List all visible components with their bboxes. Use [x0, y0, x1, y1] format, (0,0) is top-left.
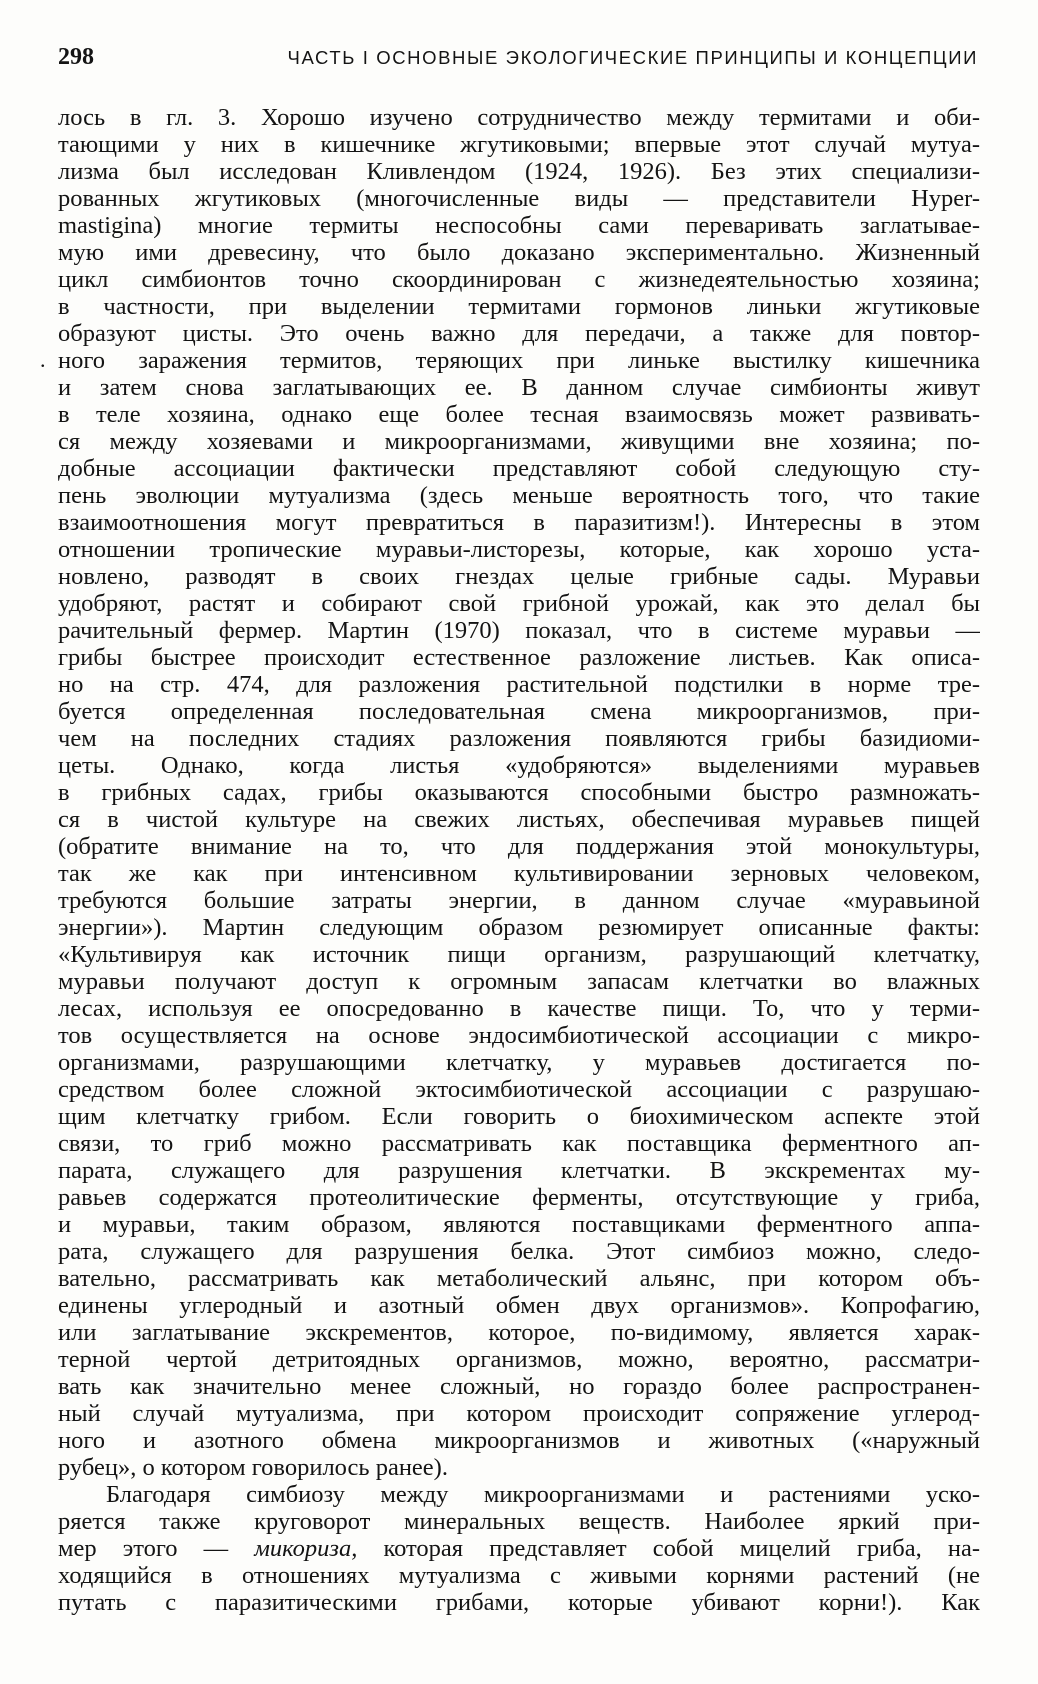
text-line: новлено, разводят в своих гнездах целые грибные сады. Муравьи — [58, 563, 980, 590]
text-line: и затем снова заглатывающих ее. В данном случае симбионты живут — [58, 374, 980, 401]
text-line: так же как при интенсивном культивировании зерновых человеком, — [58, 860, 980, 887]
paragraph-1 — [58, 104, 980, 1481]
text-line: цеты. Однако, когда листья «удобряются» выделениями муравьев — [58, 752, 980, 779]
text-line: «Культивируя как источник пищи организм, разрушающий клетчатку, — [58, 941, 980, 968]
paragraph-2 — [58, 1481, 980, 1616]
text-line: взаимоотношения могут превратиться в паразитизм!). Интересны в этом — [58, 509, 980, 536]
text-line: удобряют, растят и собирают свой грибной урожай, как это делал бы — [58, 590, 980, 617]
text-span: мер этого — — [58, 1535, 255, 1562]
text-line: вательно, рассматривать как метаболический альянс, при котором объ- — [58, 1265, 980, 1292]
text-line: тов осуществляется на основе эндосимбиотической ассоциации с микро- — [58, 1022, 980, 1049]
text-line — [58, 1535, 980, 1562]
text-line: в грибных садах, грибы оказываются способными быстро размножать- — [58, 779, 980, 806]
body-text — [58, 104, 980, 1616]
text-line: mastigina) многие термиты неспособны сами переваривать заглатывае- — [58, 212, 980, 239]
text-line: ряется также круговорот минеральных веществ. Наиболее яркий при- — [58, 1508, 980, 1535]
text-line: тающими у них в кишечнике жгутиковыми; впервые этот случай мутуа- — [58, 131, 980, 158]
text-line: средством более сложной эктосимбиотической ассоциации с разрушаю- — [58, 1076, 980, 1103]
text-line: щим клетчатку грибом. Если говорить о биохимическом аспекте этой — [58, 1103, 980, 1130]
term-mycorrhiza: микориза, — [254, 1535, 358, 1562]
text-line: ся в чистой культуре на свежих листьях, обеспечивая муравьев пищей — [58, 806, 980, 833]
text-line: лесах, используя ее опосредованно в качестве пищи. То, что у терми- — [58, 995, 980, 1022]
text-line: и муравьи, таким образом, являются поставщиками ферментного аппа- — [58, 1211, 980, 1238]
text-line: вать как значительно менее сложный, но гораздо более распространен- — [58, 1373, 980, 1400]
text-line: единены углеродный и азотный обмен двух организмов». Копрофагию, — [58, 1292, 980, 1319]
text-line: терной чертой детритоядных организмов, можно, вероятно, рассматри- — [58, 1346, 980, 1373]
text-line: парата, служащего для разрушения клетчатки. В экскрементах му- — [58, 1157, 980, 1184]
text-line: связи, то гриб можно рассматривать как поставщика ферментного ап- — [58, 1130, 980, 1157]
margin-mark: . — [40, 347, 46, 372]
text-line: ный случай мутуализма, при котором происходит сопряжение углерод- — [58, 1400, 980, 1427]
text-line: равьев содержатся протеолитические ферменты, отсутствующие у гриба, — [58, 1184, 980, 1211]
text-line: пень эволюции мутуализма (здесь меньше вероятность того, что такие — [58, 482, 980, 509]
text-line: мую ими древесину, что было доказано экспериментально. Жизненный — [58, 239, 980, 266]
page-number: 298 — [58, 44, 94, 70]
text-line: рованных жгутиковых (многочисленные виды — представители Hyper- — [58, 185, 980, 212]
text-line: рата, служащего для разрушения белка. Этот симбиоз можно, следо- — [58, 1238, 980, 1265]
text-line: рачительный фермер. Мартин (1970) показал, что в системе муравьи — — [58, 617, 980, 644]
text-line: муравьи получают доступ к огромным запасам клетчатки во влажных — [58, 968, 980, 995]
text-line: требуются большие затраты энергии, в данном случае «муравьиной — [58, 887, 980, 914]
text-line: энергии»). Мартин следующим образом резюмирует описанные факты: — [58, 914, 980, 941]
page-header — [58, 44, 978, 78]
text-line: отношении тропические муравьи-листорезы, которые, как хорошо уста- — [58, 536, 980, 563]
text-line: ходящийся в отношениях мутуализма с живыми корнями растений (не — [58, 1562, 980, 1589]
text-line: ся между хозяевами и микроорганизмами, живущими вне хозяина; по- — [58, 428, 980, 455]
text-line: буется определенная последовательная смена микроорганизмов, при- — [58, 698, 980, 725]
text-span: которая представляет собой мицелий гриба, на- — [357, 1535, 980, 1562]
text-line: чем на последних стадиях разложения появляются грибы базидиоми- — [58, 725, 980, 752]
text-line: или заглатывание экскрементов, которое, по-видимому, является харак- — [58, 1319, 980, 1346]
text-line: (обратите внимание на то, что для поддержания этой монокультуры, — [58, 833, 980, 860]
text-line: путать с паразитическими грибами, которые убивают корни!). Как — [58, 1589, 980, 1616]
text-line: лизма был исследован Кливлендом (1924, 1926). Без этих специализи- — [58, 158, 980, 185]
text-line: лось в гл. 3. Хорошо изучено сотрудничество между термитами и оби- — [58, 104, 980, 131]
text-line: образуют цисты. Это очень важно для передачи, а также для повтор- — [58, 320, 980, 347]
text-line: грибы быстрее происходит естественное разложение листьев. Как описа- — [58, 644, 980, 671]
text-line: Благодаря симбиозу между микроорганизмами и растениями уско- — [106, 1481, 980, 1508]
text-line: цикл симбионтов точно скоординирован с жизнедеятельностью хозяина; — [58, 266, 980, 293]
text-line: ного заражения термитов, теряющих при линьке выстилку кишечника — [58, 347, 980, 374]
text-line: рубец», о котором говорилось ранее). — [58, 1454, 448, 1481]
text-line: добные ассоциации фактически представляют собой следующую сту- — [58, 455, 980, 482]
text-line: в частности, при выделении термитами гормонов линьки жгутиковые — [58, 293, 980, 320]
running-head: ЧАСТЬ I ОСНОВНЫЕ ЭКОЛОГИЧЕСКИЕ ПРИНЦИПЫ И КОНЦЕПЦИИ — [287, 47, 978, 68]
text-line: ного и азотного обмена микроорганизмов и животных («наружный — [58, 1427, 980, 1454]
text-line: но на стр. 474, для разложения растительной подстилки в норме тре- — [58, 671, 980, 698]
text-line: организмами, разрушающими клетчатку, у муравьев достигается по- — [58, 1049, 980, 1076]
text-line: в теле хозяина, однако еще более тесная взаимосвязь может развивать- — [58, 401, 980, 428]
